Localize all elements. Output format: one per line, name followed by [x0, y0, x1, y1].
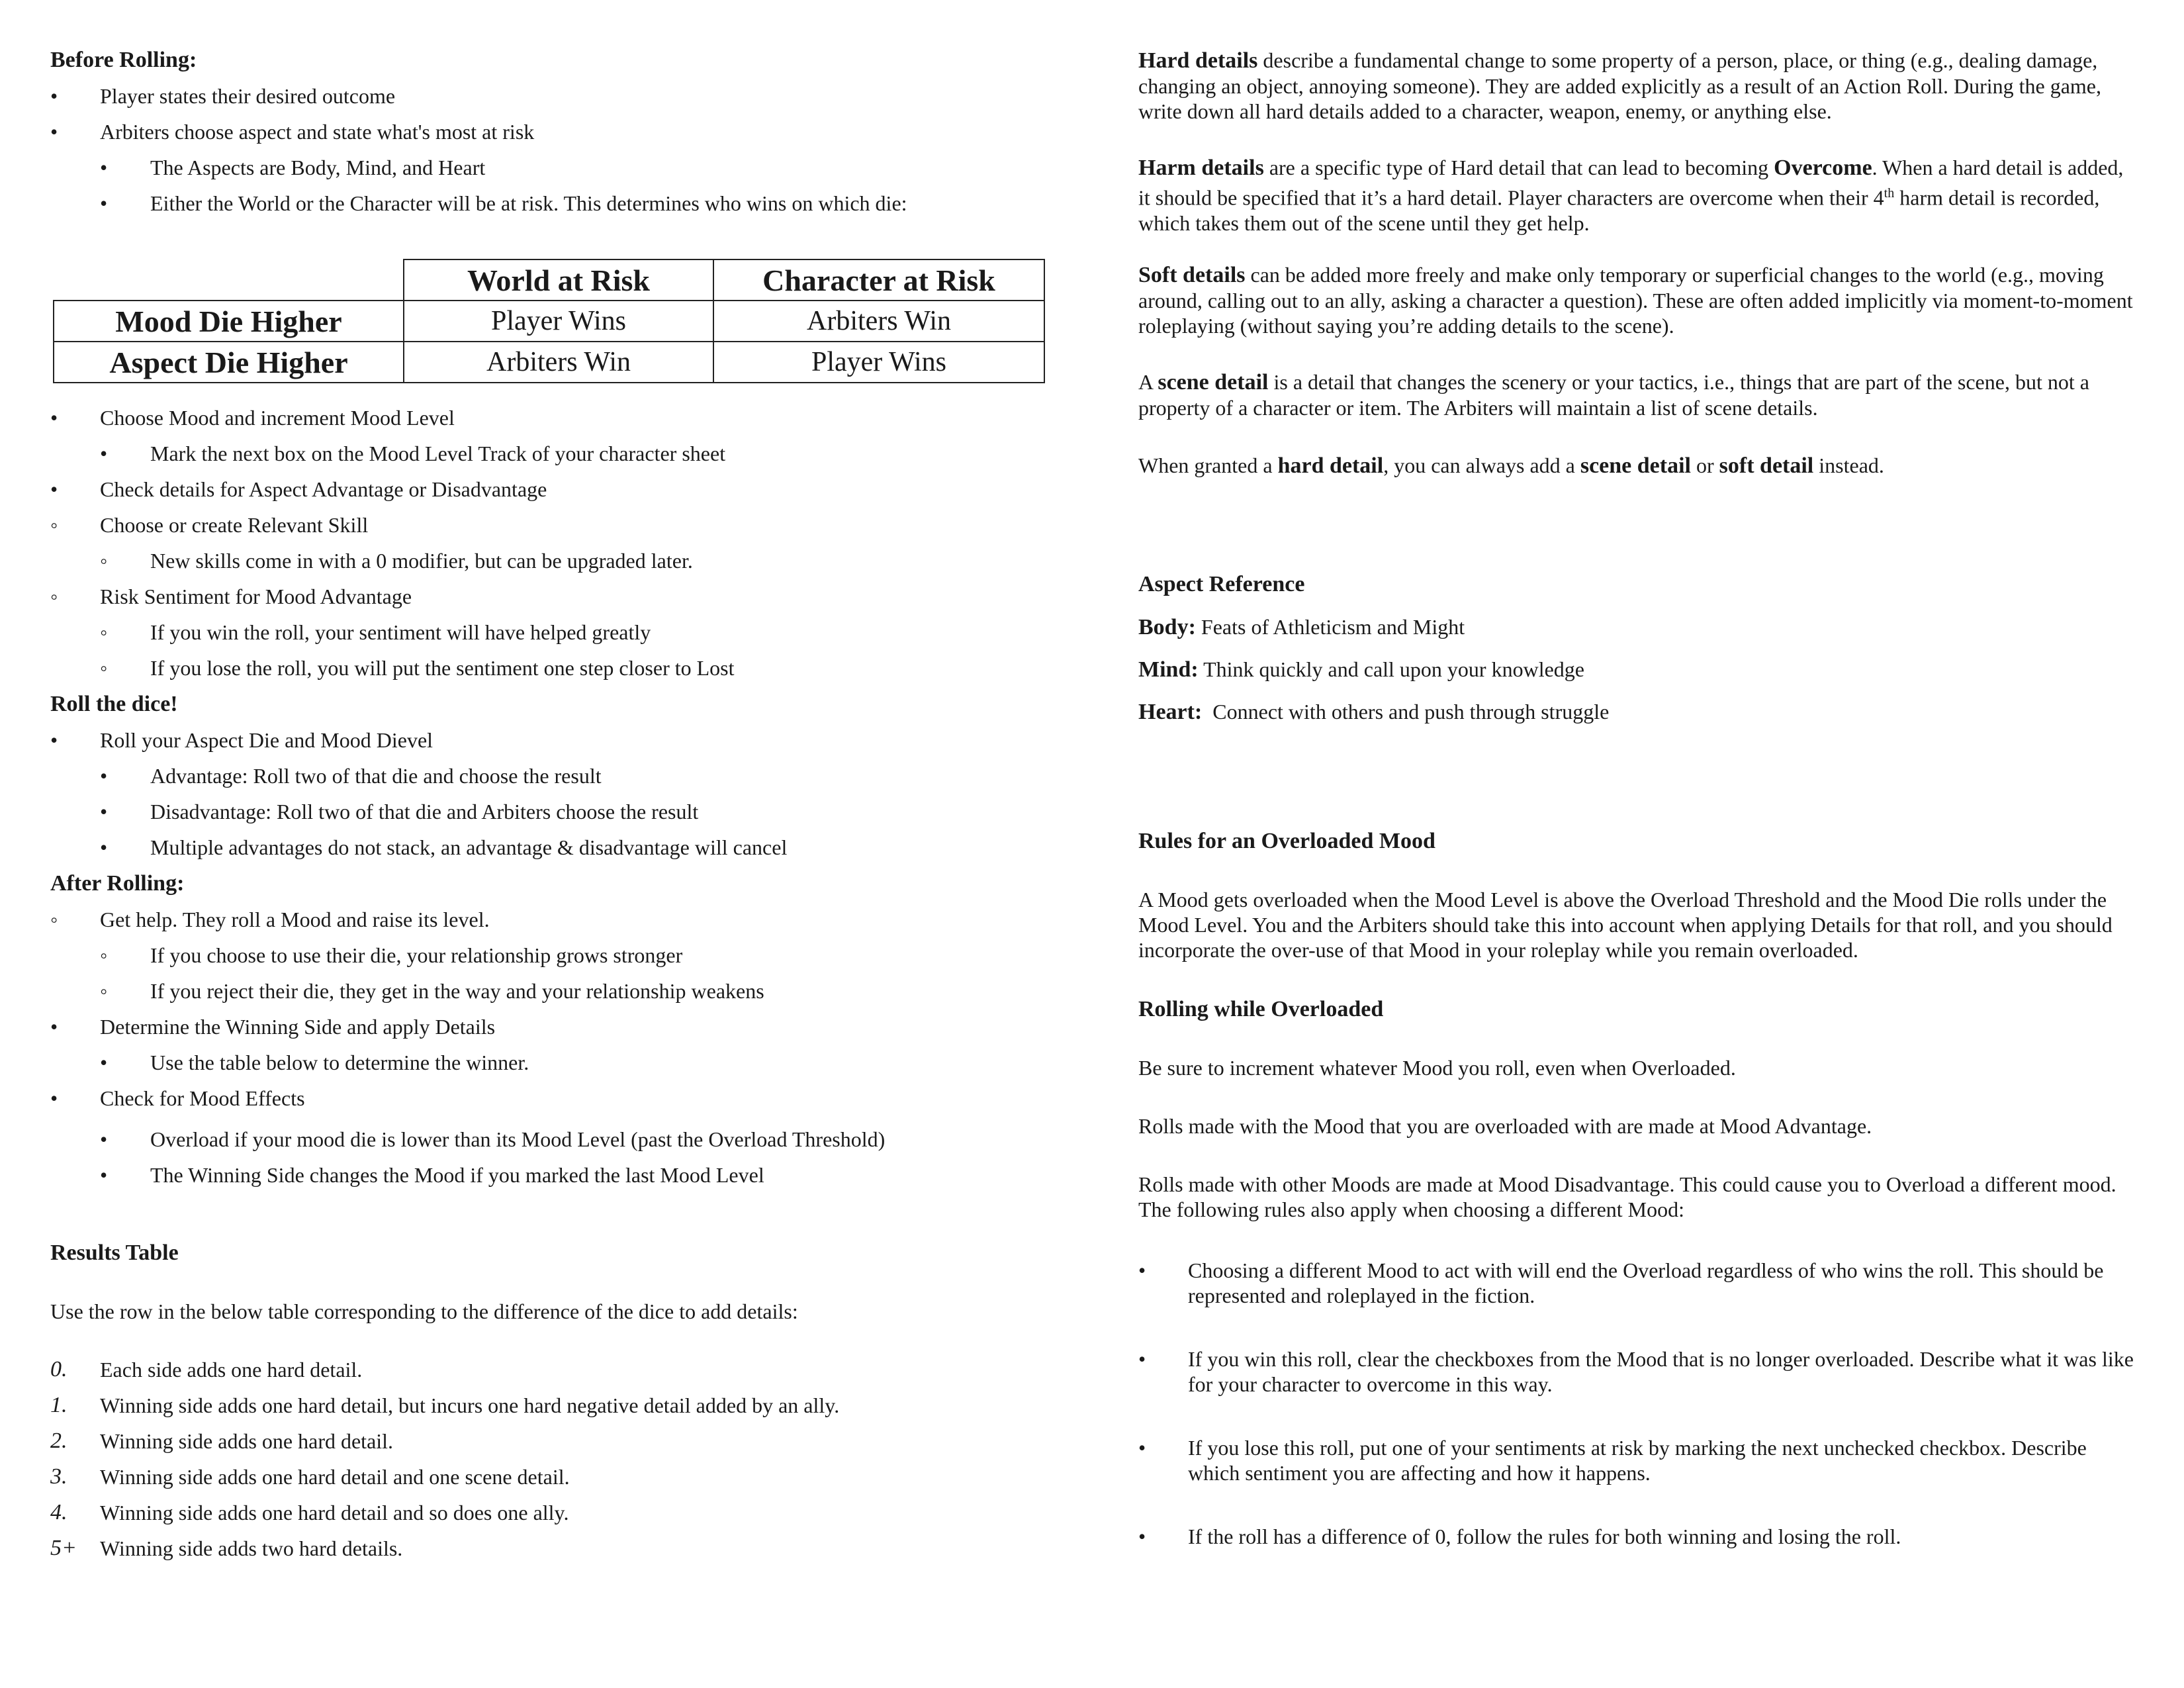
list-item: Either the World or the Character will be at risk. This determines who wins on which die: — [150, 191, 907, 215]
bullet-marker: • — [1138, 1524, 1146, 1548]
result-number: 0. — [50, 1357, 68, 1382]
bullet-marker: ◦ — [100, 656, 108, 680]
bullet-marker: • — [100, 835, 108, 859]
list-item: Advantage: Roll two of that die and choose the result — [150, 764, 602, 788]
risk-table-row-header: Mood Die Higher — [54, 301, 404, 342]
bullet-marker: • — [100, 156, 108, 179]
granted-text: or — [1691, 453, 1719, 477]
risk-table-corner — [54, 259, 404, 301]
bullet-marker: • — [1138, 1258, 1146, 1282]
roll-dice-heading: Roll the dice! — [50, 692, 178, 716]
risk-table-cell: Arbiters Win — [713, 301, 1044, 342]
superscript-th: th — [1884, 186, 1895, 201]
list-item: If you choose to use their die, your relationship grows stronger — [150, 943, 683, 967]
rolling-paragraph-1: Be sure to increment whatever Mood you roll, even when Overloaded. — [1138, 1056, 1736, 1080]
result-number: 4. — [50, 1500, 68, 1524]
table-row — [54, 342, 1044, 383]
list-item: If you lose the roll, you will put the sentiment one step closer to Lost — [150, 656, 735, 680]
overloaded-mood-paragraph: A Mood gets overloaded when the Mood Level is above the Overload Threshold and the Mood Die rolls under the Mood Level. You and the Arbiters should take this into account when applying Details for that roll, and you should incorporate the over-use of that Mood in your roleplay while you remain overloaded. — [1138, 888, 2113, 962]
list-item: Choose Mood and increment Mood Level — [100, 406, 455, 430]
result-text: Winning side adds one hard detail and so does one ally. — [100, 1501, 569, 1524]
bullet-marker: ◦ — [50, 585, 58, 608]
aspect-desc: Think quickly and call upon your knowledge — [1198, 657, 1584, 681]
rolling-paragraph-3: Rolls made with other Moods are made at Mood Disadvantage. This could cause you to Overload a different mood. The following rules also apply when choosing a different Mood: — [1138, 1172, 2116, 1221]
soft-details-text: can be added more freely and make only temporary or superficial changes to the world (e.g., moving around, calling out to an ally, asking a character a question). These are often added implicitly via moment-to-moment roleplaying (without saying you’re adding details to the scene). — [1138, 263, 2133, 338]
list-item: Choose or create Relevant Skill — [100, 513, 369, 537]
term-overcome: Overcome — [1774, 156, 1872, 180]
list-item: Arbiters choose aspect and state what's most at risk — [100, 120, 535, 144]
scene-detail-text: is a detail that changes the scenery or your tactics, i.e., things that are part of the scene, but not a property of a character or item. The Arbiters will maintain a list of scene details. — [1138, 370, 2089, 420]
list-item: Check for Mood Effects — [100, 1086, 305, 1110]
list-item: Choosing a different Mood to act with will end the Overload regardless of who wins the roll. This should be represented and roleplayed in the fiction. — [1188, 1258, 2104, 1307]
result-text: Each side adds one hard detail. — [100, 1358, 363, 1382]
list-item: The Winning Side changes the Mood if you marked the last Mood Level — [150, 1163, 764, 1187]
list-item — [1138, 657, 1584, 682]
bullet-marker: ◦ — [100, 979, 108, 1003]
granted-text: instead. — [1813, 453, 1884, 477]
list-item: If you win the roll, your sentiment will have helped greatly — [150, 620, 651, 644]
bullet-marker: • — [100, 1051, 108, 1074]
granted-text: When granted a — [1138, 453, 1278, 477]
bullet-marker: • — [50, 477, 58, 501]
overloaded-mood-heading: Rules for an Overloaded Mood — [1138, 829, 1435, 853]
bullet-marker: ◦ — [100, 549, 108, 573]
after-rolling-heading: After Rolling: — [50, 871, 185, 896]
result-number: 2. — [50, 1429, 68, 1453]
term-soft-detail: soft detail — [1719, 453, 1814, 478]
bullet-marker: • — [100, 764, 108, 788]
results-intro: Use the row in the below table corresponding to the difference of the dice to add details: — [50, 1299, 798, 1323]
term-soft-details: Soft details — [1138, 263, 1246, 287]
list-item: Use the table below to determine the winner. — [150, 1051, 529, 1074]
granted-text: , you can always add a — [1383, 453, 1580, 477]
bullet-marker: • — [1138, 1436, 1146, 1460]
result-text: Winning side adds one hard detail and one scene detail. — [100, 1465, 570, 1489]
scene-detail-text: A — [1138, 370, 1158, 394]
list-item — [1138, 614, 1465, 640]
result-text: Winning side adds one hard detail. — [100, 1429, 394, 1453]
results-table-heading: Results Table — [50, 1241, 179, 1265]
term-scene-detail: scene detail — [1158, 370, 1269, 395]
bullet-marker: • — [50, 84, 58, 108]
table-row — [54, 301, 1044, 342]
bullet-marker: • — [100, 800, 108, 823]
bullet-marker: • — [100, 191, 108, 215]
aspect-name: Heart: — [1138, 700, 1203, 724]
bullet-marker: ◦ — [100, 943, 108, 967]
aspect-desc: Feats of Athleticism and Might — [1195, 615, 1465, 639]
risk-table-col-header: World at Risk — [404, 259, 713, 301]
harm-details-paragraph — [1138, 155, 2138, 236]
aspect-name: Mind: — [1138, 657, 1199, 682]
bullet-marker: • — [100, 442, 108, 465]
term-harm-details: Harm details — [1138, 156, 1264, 180]
list-item: The Aspects are Body, Mind, and Heart — [150, 156, 486, 179]
aspect-name: Body: — [1138, 615, 1196, 639]
bullet-marker: • — [50, 406, 58, 430]
bullet-marker: ◦ — [100, 620, 108, 644]
bullet-marker: ◦ — [50, 513, 58, 537]
list-item — [1138, 699, 1609, 725]
term-hard-detail: hard detail — [1277, 453, 1384, 478]
list-item: If the roll has a difference of 0, follow the rules for both winning and losing the roll. — [1188, 1524, 1901, 1548]
rolling-overloaded-heading: Rolling while Overloaded — [1138, 997, 1384, 1021]
result-number: 3. — [50, 1464, 68, 1489]
result-number: 5+ — [50, 1536, 77, 1560]
list-item: Multiple advantages do not stack, an advantage & disadvantage will cancel — [150, 835, 788, 859]
soft-details-paragraph — [1138, 262, 2138, 338]
list-item: Risk Sentiment for Mood Advantage — [100, 585, 412, 608]
risk-table-cell: Player Wins — [404, 301, 713, 342]
list-item: Overload if your mood die is lower than its Mood Level (past the Overload Threshold) — [150, 1127, 886, 1151]
list-item: If you lose this roll, put one of your sentiments at risk by marking the next unchecked checkbox. Describe which sentiment you are affecting and how it happens. — [1188, 1436, 2087, 1485]
risk-table-cell: Player Wins — [713, 342, 1044, 383]
scene-detail-paragraph — [1138, 369, 2138, 420]
term-scene-detail: scene detail — [1580, 453, 1691, 478]
harm-details-text: harm detail is recorded, which takes them out of the scene until they get help. — [1138, 185, 2100, 235]
result-number: 1. — [50, 1393, 68, 1417]
before-rolling-heading: Before Rolling: — [50, 48, 197, 72]
hard-details-text: describe a fundamental change to some property of a person, place, or thing (e.g., dealing damage, changing an object, annoying someone). They are added explicitly as a result of an Action Roll. During the game, write down all hard details added to a character, weapon, enemy, or anything else. — [1138, 48, 2101, 123]
list-item: Roll your Aspect Die and Mood Dievel — [100, 728, 433, 752]
bullet-marker: • — [50, 1086, 58, 1110]
bullet-marker: • — [50, 120, 58, 144]
list-item: Mark the next box on the Mood Level Track of your character sheet — [150, 442, 726, 465]
result-text: Winning side adds two hard details. — [100, 1536, 403, 1560]
list-item: New skills come in with a 0 modifier, but can be upgraded later. — [150, 549, 693, 573]
bullet-marker: • — [1138, 1347, 1146, 1371]
list-item: Determine the Winning Side and apply Details — [100, 1015, 496, 1039]
risk-table-cell: Arbiters Win — [404, 342, 713, 383]
list-item: Player states their desired outcome — [100, 84, 396, 108]
risk-table — [53, 259, 1045, 383]
list-item: If you reject their die, they get in the way and your relationship weakens — [150, 979, 764, 1003]
harm-details-text: are a specific type of Hard detail that can lead to becoming — [1263, 156, 1774, 179]
list-item: Disadvantage: Roll two of that die and Arbiters choose the result — [150, 800, 699, 823]
risk-table-row-header: Aspect Die Higher — [54, 342, 404, 383]
risk-table-col-header: Character at Risk — [713, 259, 1044, 301]
bullet-marker: • — [50, 728, 58, 752]
bullet-marker: • — [50, 1015, 58, 1039]
hard-details-paragraph — [1138, 48, 2138, 124]
rolling-paragraph-2: Rolls made with the Mood that you are overloaded with are made at Mood Advantage. — [1138, 1114, 1872, 1138]
bullet-marker: • — [100, 1127, 108, 1151]
term-hard-details: Hard details — [1138, 48, 1258, 73]
list-item: If you win this roll, clear the checkboxes from the Mood that is no longer overloaded. Describe what it was like for your character to overcome in this way. — [1188, 1347, 2134, 1396]
bullet-marker: • — [100, 1163, 108, 1187]
list-item: Check details for Aspect Advantage or Disadvantage — [100, 477, 547, 501]
harm-details-text: . When a hard detail is added, it should be specified that it’s a hard detail. Player characters are overcome when their 4 — [1138, 156, 2124, 210]
aspect-desc: Connect with others and push through struggle — [1202, 700, 1610, 724]
granted-paragraph — [1138, 453, 2138, 479]
result-text: Winning side adds one hard detail, but incurs one hard negative detail added by an ally. — [100, 1393, 840, 1417]
bullet-marker: ◦ — [50, 908, 58, 931]
list-item: Get help. They roll a Mood and raise its level. — [100, 908, 490, 931]
aspect-reference-heading: Aspect Reference — [1138, 572, 1305, 596]
